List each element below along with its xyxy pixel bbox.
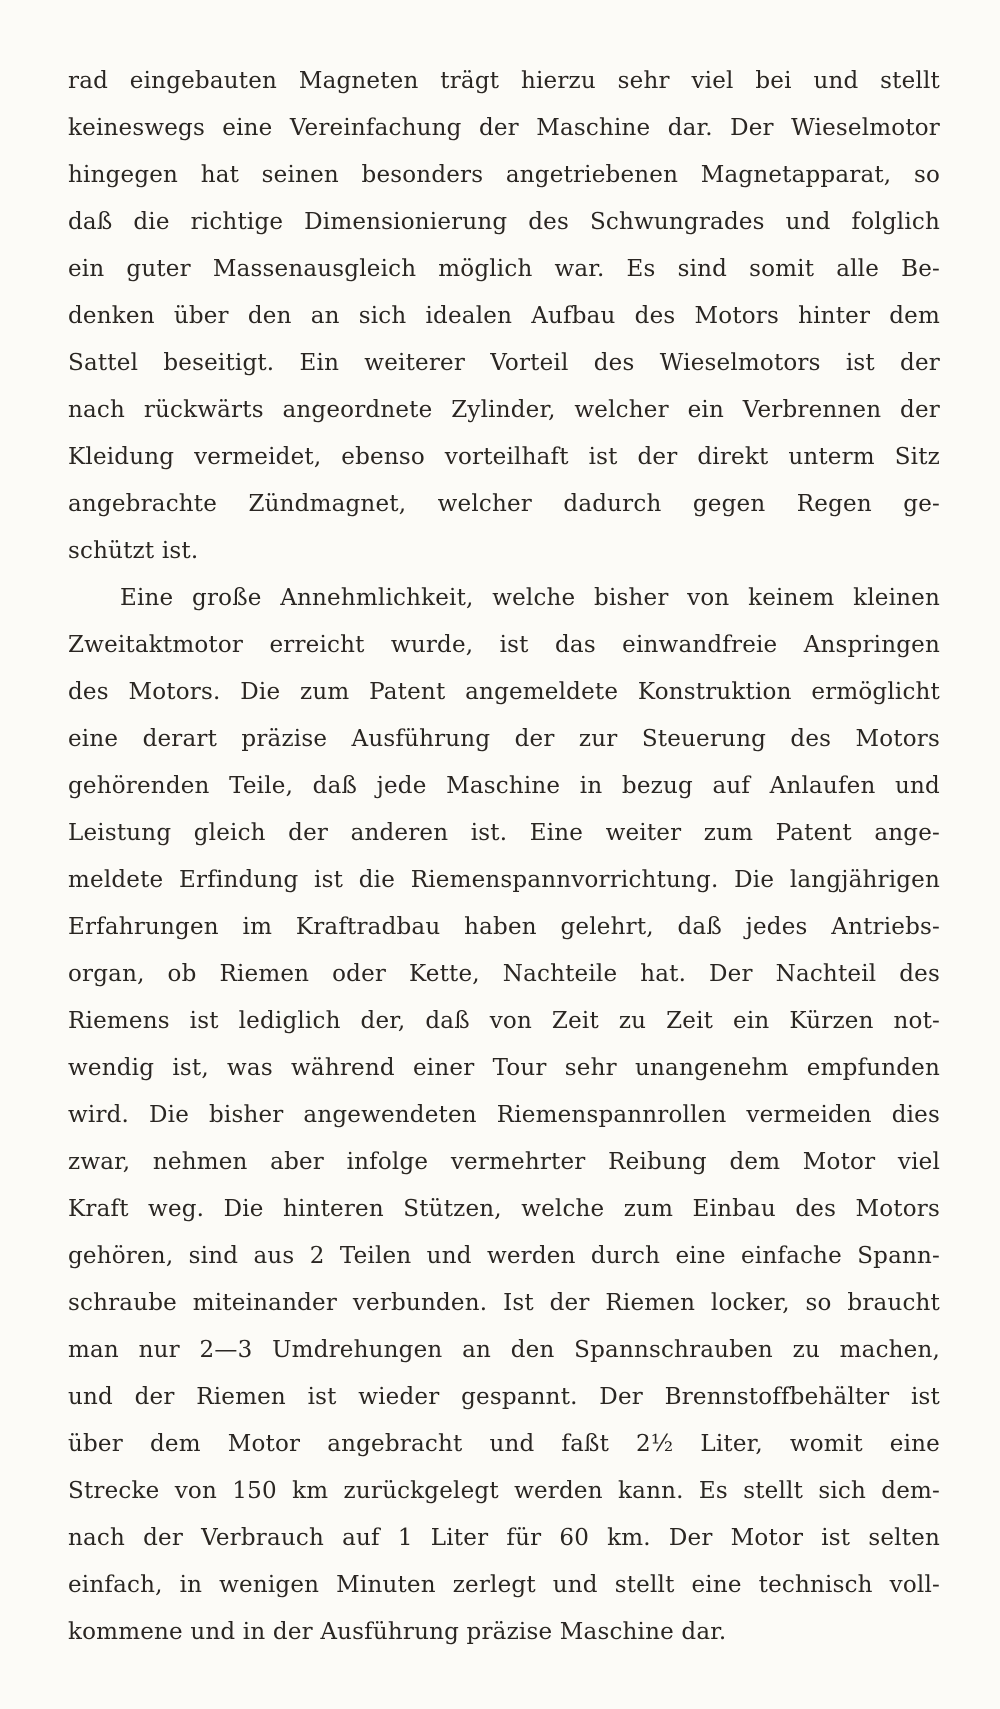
text-line: und der Riemen ist wieder gespannt. Der Brennstoffbehälter ist	[68, 1384, 940, 1410]
text-line: über dem Motor angebracht und faßt 2½ Liter, womit eine	[68, 1431, 940, 1457]
text-line: einfach, in wenigen Minuten zerlegt und stellt eine technisch voll-	[68, 1572, 940, 1598]
text-line: organ, ob Riemen oder Kette, Nachteile hat. Der Nachteil des	[68, 961, 940, 987]
text-line: nach rückwärts angeordnete Zylinder, welcher ein Verbrennen der	[68, 397, 940, 423]
text-line: keineswegs eine Vereinfachung der Maschine dar. Der Wieselmotor	[68, 115, 940, 141]
text-line: Strecke von 150 km zurückgelegt werden kann. Es stellt sich dem-	[68, 1478, 940, 1504]
text-line: hingegen hat seinen besonders angetriebenen Magnetapparat, so	[68, 162, 940, 188]
text-line: ein guter Massenausgleich möglich war. Es sind somit alle Be-	[68, 256, 940, 282]
body-text	[68, 58, 940, 1656]
text-line: Sattel beseitigt. Ein weiterer Vorteil des Wieselmotors ist der	[68, 350, 940, 376]
paragraph-1	[68, 58, 940, 575]
text-line: daß die richtige Dimensionierung des Schwungrades und folglich	[68, 209, 940, 235]
text-line: wendig ist, was während einer Tour sehr unangenehm empfunden	[68, 1055, 940, 1081]
text-line: Kraft weg. Die hinteren Stützen, welche zum Einbau des Motors	[68, 1196, 940, 1222]
text-line: angebrachte Zündmagnet, welcher dadurch gegen Regen ge-	[68, 491, 940, 517]
text-line: zwar, nehmen aber infolge vermehrter Reibung dem Motor viel	[68, 1149, 940, 1175]
text-line: nach der Verbrauch auf 1 Liter für 60 km. Der Motor ist selten	[68, 1525, 940, 1551]
text-line: schützt ist.	[68, 538, 199, 564]
text-line: Zweitaktmotor erreicht wurde, ist das einwandfreie Anspringen	[68, 632, 940, 658]
text-line: man nur 2—3 Umdrehungen an den Spannschrauben zu machen,	[68, 1337, 940, 1363]
paragraph-2	[68, 575, 940, 1656]
text-line: rad eingebauten Magneten trägt hierzu sehr viel bei und stellt	[68, 68, 940, 94]
text-line: gehörenden Teile, daß jede Maschine in bezug auf Anlaufen und	[68, 773, 940, 799]
text-line: Riemens ist lediglich der, daß von Zeit zu Zeit ein Kürzen not-	[68, 1008, 940, 1034]
text-line: meldete Erfindung ist die Riemenspannvorrichtung. Die langjährigen	[68, 867, 940, 893]
text-line: kommene und in der Ausführung präzise Maschine dar.	[68, 1619, 727, 1645]
text-line: Leistung gleich der anderen ist. Eine weiter zum Patent ange-	[68, 820, 940, 846]
text-line: schraube miteinander verbunden. Ist der Riemen locker, so braucht	[68, 1290, 940, 1316]
text-line: Erfahrungen im Kraftradbau haben gelehrt, daß jedes Antriebs-	[68, 914, 940, 940]
text-line: Kleidung vermeidet, ebenso vorteilhaft ist der direkt unterm Sitz	[68, 444, 940, 470]
text-line: wird. Die bisher angewendeten Riemenspannrollen vermeiden dies	[68, 1102, 940, 1128]
text-line: eine derart präzise Ausführung der zur Steuerung des Motors	[68, 726, 940, 752]
text-line: Eine große Annehmlichkeit, welche bisher von keinem kleinen	[120, 585, 940, 611]
text-line: des Motors. Die zum Patent angemeldete Konstruktion ermöglicht	[68, 679, 940, 705]
text-line: denken über den an sich idealen Aufbau des Motors hinter dem	[68, 303, 940, 329]
text-line: gehören, sind aus 2 Teilen und werden durch eine einfache Spann-	[68, 1243, 940, 1269]
